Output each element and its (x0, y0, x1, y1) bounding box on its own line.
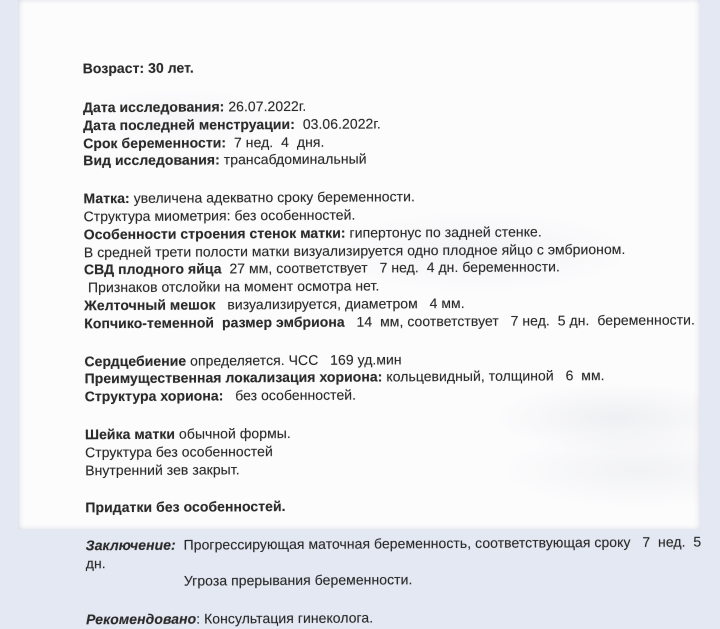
report-line (86, 607, 714, 629)
text-segment: 03.06.2022г. (294, 115, 381, 132)
paragraph (84, 349, 712, 406)
text-segment: визуализируется, диаметром 4 мм. (215, 294, 465, 313)
paragraph (83, 187, 712, 333)
paragraph (85, 422, 713, 479)
text-segment: определяется. ЧСС 169 уд.мин (186, 350, 402, 369)
text-segment: Желточный мешок (84, 296, 216, 314)
report-line (85, 458, 713, 480)
text-segment: увеличена адекватно сроку беременности. (129, 188, 415, 207)
text-segment: Внутренний зев закрыт. (85, 460, 240, 478)
text-segment: Матка: (83, 190, 130, 207)
text-segment: трансабдоминальный (219, 150, 367, 168)
text-segment: Вид исследования: (83, 151, 220, 169)
report-line (86, 534, 714, 573)
text-segment: Рекомендовано (86, 610, 197, 627)
text-segment: Структура миометрия: без особенностей. (83, 206, 356, 225)
text-segment: гипертонус по задней стенке. (345, 223, 542, 241)
text-segment: В средней трети полости матки визуализируется одно плодное яйцо с эмбрионом. (83, 240, 626, 260)
text-segment: Срок беременности: (83, 133, 227, 151)
text-segment: : Консультация гинеколога. (196, 609, 374, 627)
text-segment: без особенностей. (223, 386, 357, 404)
report-line (86, 569, 714, 591)
text-segment: кольцевидный, толщиной 6 мм. (382, 367, 605, 385)
text-segment: Дата последней менструации: (83, 115, 295, 134)
text-segment: обычной формы. (175, 424, 291, 442)
report-line (85, 385, 713, 407)
text-segment: Дата исследования: (82, 98, 225, 116)
text-segment: Шейка матки (84, 425, 176, 443)
text-segment: Особенности строения стенок матки: (83, 224, 346, 243)
paragraph (83, 95, 711, 170)
paragraph (86, 534, 714, 591)
text-segment: СВД плодного яйца (83, 260, 222, 278)
text-segment: Преимущественная локализация хориона: (84, 368, 383, 387)
text-segment: Заключение: (85, 536, 176, 554)
report-line (84, 311, 712, 333)
text-segment: Придатки без особенностей. (85, 498, 286, 516)
text-segment: 26.07.2022г. (224, 97, 307, 115)
paragraph (86, 607, 714, 629)
text-segment: Сердцебиение (84, 352, 187, 369)
report-line (83, 149, 711, 171)
paragraph (85, 496, 713, 518)
text-segment: 14 мм, соответствует 7 нед. 5 дн. беременности. (344, 311, 696, 330)
report-paper (18, 0, 706, 627)
clipped-top-line (82, 32, 711, 77)
text-segment: Структура без особенностей (85, 442, 273, 460)
report-body (82, 0, 714, 629)
text-segment: Угроза прерывания беременности. (183, 570, 413, 589)
text-segment: Копчико-теменной размер эмбриона (84, 313, 345, 331)
text-segment: Признаков отслойки на момент осмотра нет. (83, 277, 380, 296)
text-segment: Возраст: 30 лет. (82, 59, 194, 77)
text-segment: 7 нед. 4 дня. (226, 133, 325, 150)
text-segment: Структура хориона: (84, 387, 224, 405)
text-segment: 27 мм, соответствует 7 нед. 4 дн. беременности. (221, 258, 561, 277)
text-segment: Прогрессирующая маточная беременность, соответствующая сроку 7 нед. 5 дн. (85, 533, 706, 572)
report-line (85, 496, 713, 518)
